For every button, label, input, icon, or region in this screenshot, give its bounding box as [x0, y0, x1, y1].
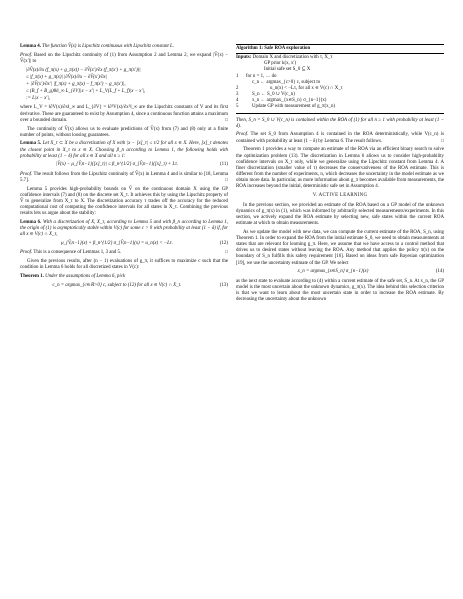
- lemma-5-label: Lemma 5.: [20, 141, 42, 147]
- equation-12: [20, 241, 228, 247]
- paragraph-theorem-discussion: Theorem 1 provides a way to compute an estimate of the ROA via an efficient binary search to solve the optimization problem (13). The discretization in Lemma 6 allows us to consider high-probability confidence intervals on X_τ only, while we generalize using the Lipschitz constant from Lemma 4. A finer discretization (smaller value of τ) decreases the conservativeness of the ROA estimate. This is different from the number of experiments, n, which decreases the uncertainty in the model estimate as we obtain more data. In particular, as more information about g_π becomes available from measurements, the ROA increases beyond the initial, deterministic safe set in Assumption 4.: [236, 147, 444, 190]
- theorem-1-label: Theorem 1.: [20, 273, 44, 279]
- left-column: [20, 44, 228, 292]
- paragraph-model-update: As we update the model with new data, we can compute the current estimate of the ROA, S_n, using Theorem 1. In order to expand the ROA from the initial estimate S_0, we need to obtain measurements at states that are relevant for learning g_π. Here, we assume that we have access to a control method that drives us to desired states without leaving the ROA. Any method that applies the policy π(x) on the boundary of S_n fulfills this safety requirement [16]. Based on ideas from safe Bayesian optimization [19], we use the uncertainty estimate of the GP. We select: [236, 229, 444, 266]
- paragraph-maximize-c: Given the previous results, after (n − 1) evaluations of g_π, it suffices to maximize c such that the condition in Lemma 6 holds for all discretized states in V(c):: [20, 258, 228, 271]
- algorithm-inputs: Inputs: Domain X and discretization with τ, X_τ: [236, 55, 333, 61]
- equation-11-body: |V̂(x) − μ_{V̂,n−1}([x]_τ)| ≤ β_n^{1/2} σ_{V̂,n−1}([x]_τ) + Lτ.: [55, 162, 179, 168]
- equation-14: [236, 269, 444, 275]
- lemma-6: [20, 220, 228, 238]
- paragraph-selection-criterion: as the next state to evaluate according to (4) within a current estimate of the safe set, S_n. At x_n, the GP model is the most uncertain about the unknown dynamics, g_π(x). The idea behind this selection criterion is that we want to learn about the most uncertain state in order to increase the ROA estimate. By decreasing the uncertainty about the unknown: [236, 278, 444, 302]
- proof-4-eq-line-2: ≤ |f_π(x) + g_π(x)| |∂V̂(x)/∂x − ∂V̂(x′)/∂x|: [26, 74, 108, 80]
- lemma-4-text: The function V̂(x) is Lipschitz continuous with Lipschitz constant L.: [42, 44, 174, 49]
- algorithm-line: 2 u_n(x) < −Lτ, for all x ∈ V(c) ∩ X_τ: [236, 85, 343, 91]
- paragraph-continuity: The continuity of V̂(x) allows us to evaluate predictions of V̂(x) from (7) and (8) only at a finite number of points, without loosing guarantees.: [20, 126, 228, 138]
- proof-4-eq-line-5: := L|x − x′|,: [26, 96, 50, 102]
- algorithm-title: Algorithm 1: Safe ROA exploration: [236, 46, 444, 54]
- algorithm-line: 1 for n = 1, … do: [236, 73, 277, 79]
- proof-5: Proof. The result follows from the Lipschitz continuity of V̂(x) in Lemma 4 and is similar to [18, Lemma 5.7]. □: [20, 171, 229, 183]
- paragraph-active-learning-intro: In the previous section, we provided an estimate of the ROA based on a GP model of the unknown dynamics of g_π(x) in (1), which was informed by arbitrarily selected measurements/experiments. In this section, we actively expand the ROA estimate by selecting new, safe states within the current ROA estimate at which to obtain measurements.: [236, 202, 444, 227]
- proof-4-tail: where L_V = ‖∂V(x)/∂x‖_∞ and L_{∂V} = ‖∂²V(x)/∂x²‖_∞ are the Lipschitz constants of V and its first derivative. These are guaranteed to exist by Assumption 4, since a continuous function attains a maximum over a bounded domain. □: [20, 105, 228, 123]
- algorithm-line: 4 x_n ← argmax_{x∈S_n} σ_{n−1}(x): [236, 98, 327, 104]
- qed-symbol: □: [225, 250, 228, 256]
- proof-theorem-1: Proof. The set S_0 from Assumption 4 is contained in the ROA deterministically, while V(c_n) is contained with probability at least (1 − δ) by Lemma 6. The result follows. □: [236, 132, 444, 144]
- equation-11-number: (11): [220, 162, 228, 168]
- proof-4-equation: [26, 68, 228, 103]
- equation-11: [20, 162, 228, 168]
- lemma-5-text: Let X_τ ⊂ X be a discretization of X with |x − [x]_τ| ≤ τ/2 for all x ∈ X. Here, [x]_τ denotes the closest point in X_τ to x ∈ X. Choosing β_n according to Lemma 1, the following holds with probability at least (1 − δ) for all x ∈ X and all n ≥ 1:: [20, 141, 228, 159]
- algorithm-input-safe-set: Initial safe set S_0 ⊆ X: [264, 67, 311, 73]
- lemma-4: [20, 44, 228, 50]
- theorem-1-continuation: Then, S_n = S_0 ∪ V(c_n) is contained within the ROA of (1) for all n ≥ 1 with probability at least (1 − δ).: [236, 117, 444, 129]
- equation-14-body: x_n = argmax_{x∈S_n} σ_{n−1}(x): [297, 269, 369, 275]
- proof-4-intro: Proof. Based on the Lipschitz continuity of (1) from Assumption 2 and Lemma 2, we expand |V̂(x) − V̂(x′)| to: [20, 52, 228, 64]
- algorithm-line: 3 S_n ← S_0 ∪ V(c_n): [236, 92, 295, 98]
- proof-4-eq-line-1: |∂V̂(x)/∂x (f_π(x) + g_π(x)) − ∂V̂(x′)/∂x (f_π(x′) + g_π(x′))|: [26, 67, 141, 73]
- qed-symbol: □: [225, 177, 228, 183]
- lemma-4-label: Lemma 4.: [20, 44, 41, 49]
- section-heading: V. ACTIVE LEARNING: [312, 193, 368, 199]
- equation-13-number: (13): [219, 282, 228, 288]
- proof-4-eq-line-4: ≤ (B_f + B_g)‖k‖_∞ L_{∂V}|x − x′| + L_V(L_f + L_f)|x − x′|,: [26, 89, 145, 95]
- lemma-5: [20, 141, 228, 159]
- proof-4-intro-text: Based on the Lipschitz continuity of (1) from Assumption 2 and Lemma 2, we expand |V̂(x) − V̂(x′)| to: [20, 52, 228, 64]
- equation-13-body: c_n = argmax_{c∈ℝ>0} c, subject to (12) for all x ∈ V(c) ∩ X_τ.: [52, 282, 182, 288]
- right-column: [236, 44, 444, 306]
- proof-6: Proof. This is a consequence of Lemmas 1, 3 and 5. □: [20, 250, 228, 256]
- equation-12-number: (12): [219, 240, 228, 246]
- equation-12-body: μ_{V̂,n−1}(x) + β_n^{1/2} σ_{V̂,n−1}(x) = u_n(x) < −Lτ.: [61, 240, 173, 246]
- qed-symbol: □: [225, 117, 228, 123]
- theorem-1: [20, 274, 228, 280]
- equation-14-number: (14): [435, 269, 444, 275]
- algorithm-1: [236, 44, 444, 114]
- paragraph-lemma5-discussion: Lemma 5 provides high-probability bounds on V̂ on the continuous domain X using the GP confidence intervals (7) and (8) on the discrete set X_τ. It achieves this by using the Lipschitz property of V̂ to generalize from X_τ to X. The discretization accuracy τ trades off the accuracy for the reduced computational cost of computing the confidence intervals for all states in X_τ. Combining the previous results lets us argue about the stability:: [20, 186, 228, 217]
- qed-symbol: □: [441, 138, 444, 144]
- algorithm-line: c_n ← argmax_{c>0} c, subject to: [252, 79, 321, 85]
- lemma-6-label: Lemma 6.: [20, 219, 42, 225]
- equation-13: [20, 283, 228, 289]
- theorem-1-text: Under the assumptions of Lemma 6, pick: [45, 273, 126, 279]
- proof-4-eq-line-3: + |∂V̂(x′)/∂x′| |f_π(x) + g_π(x) − f_π(x′) − g_π(x′)|,: [26, 81, 126, 87]
- lemma-6-text: With a discretization of X, X_τ, according to Lemma 5 and with β_n according to Lemma 1, the origin of (1) is asymptotically stable within V(c) for some c > 0 with probability at least (1 − δ) if, for all x ∈ V(c) ∩ X_τ,: [20, 219, 228, 238]
- algorithm-input-gp-prior: GP prior k(x, x′): [264, 61, 297, 67]
- algorithm-line: 5 Update GP with measurement of g_π(x_n): [236, 104, 336, 110]
